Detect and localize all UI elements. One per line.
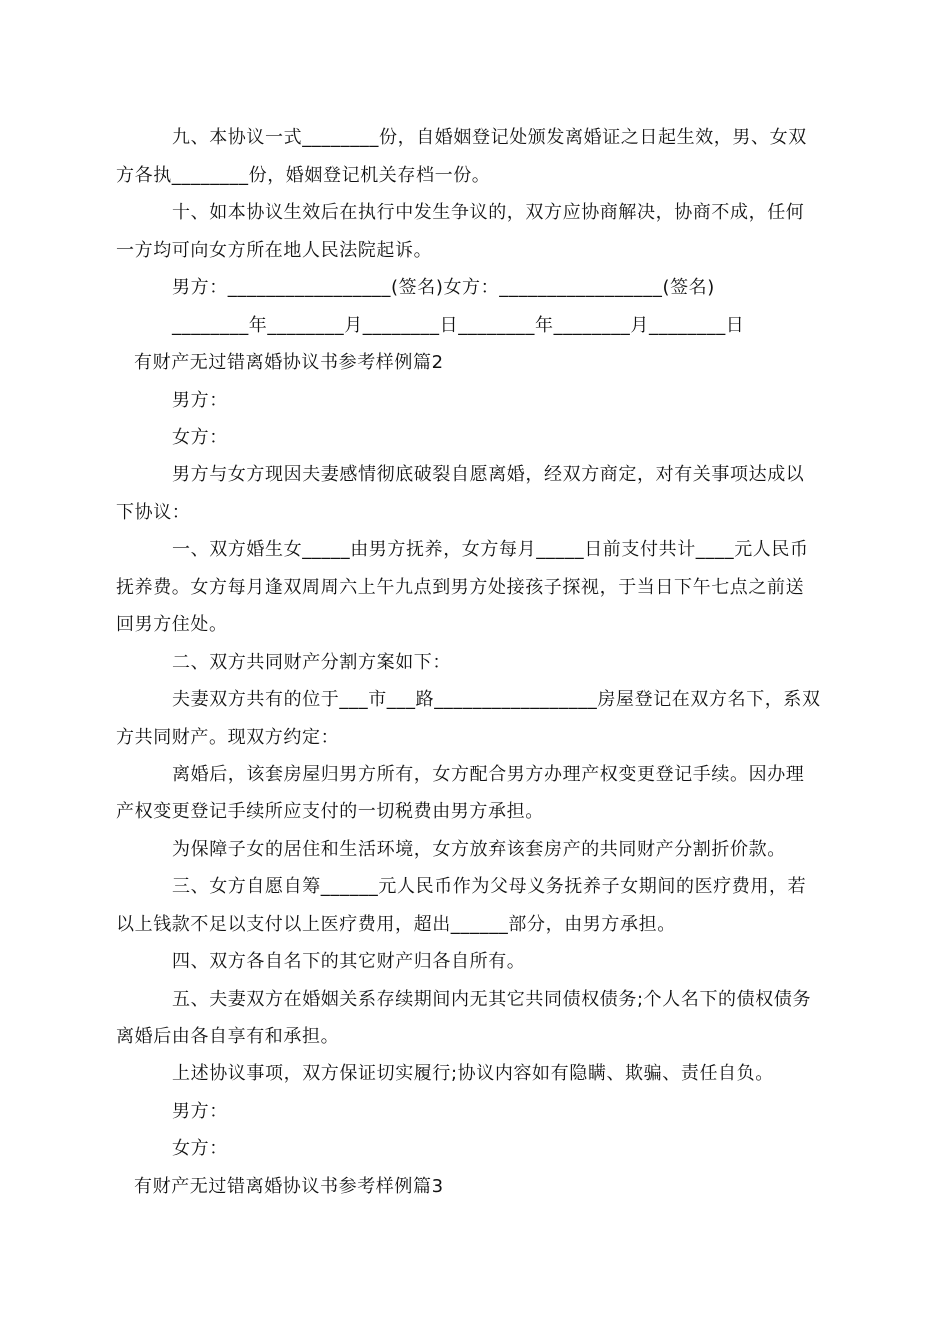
clause-3-line-1: 三、女方自愿自筹______元人民币作为父母义务抚养子女期间的医疗费用，若 [172, 876, 807, 897]
intro-line-1: 男方与女方现因夫妻感情彻底破裂自愿离婚，经双方商定，对有关事项达成以 [172, 464, 805, 485]
clause-2-waiver-line: 为保障子女的居住和生活环境，女方放弃该套房产的共同财产分割折价款。 [172, 839, 786, 860]
clause-2-divorce-line-2: 产权变更登记手续所应支付的一切税费由男方承担。 [116, 801, 544, 822]
clause-2-divorce-line-1: 离婚后，该套房屋归男方所有，女方配合男方办理产权变更登记手续。因办理 [172, 764, 805, 785]
clause-9-line-1: 九、本协议一式________份，自婚姻登记处颁发离婚证之日起生效，男、女双 [172, 127, 807, 148]
clause-1-line-3: 回男方住处。 [116, 614, 228, 635]
husband-label-2: 男方： [172, 1101, 228, 1122]
date-line: ________年________月________日________年________月________日 [172, 315, 745, 336]
clause-10-line-1: 十、如本协议生效后在执行中发生争议的，双方应协商解决，协商不成，任何 [172, 202, 805, 223]
husband-label: 男方： [172, 390, 228, 411]
clause-10-line-2: 一方均可向女方所在地人民法院起诉。 [116, 240, 433, 261]
clause-2-heading: 二、双方共同财产分割方案如下： [172, 652, 451, 673]
wife-label-2: 女方： [172, 1138, 228, 1159]
section-heading-3: 有财产无过错离婚协议书参考样例篇3 [134, 1176, 444, 1197]
clause-9-line-2: 方各执________份，婚姻登记机关存档一份。 [116, 165, 491, 186]
clause-3-line-2: 以上钱款不足以支付以上医疗费用，超出______部分，由男方承担。 [116, 914, 676, 935]
guarantee-line: 上述协议事项，双方保证切实履行;协议内容如有隐瞒、欺骗、责任自负。 [172, 1063, 774, 1084]
section-heading-2: 有财产无过错离婚协议书参考样例篇2 [134, 352, 444, 373]
signature-line: 男方：_________________(签名)女方：_________________(签名) [172, 277, 715, 298]
intro-line-2: 下协议： [116, 502, 191, 523]
clause-5-line-2: 离婚后由各自享有和承担。 [116, 1026, 340, 1047]
wife-label: 女方： [172, 427, 228, 448]
clause-2-property-line-2: 方共同财产。现双方约定： [116, 727, 340, 748]
clause-2-property-line-1: 夫妻双方共有的位于___市___路_________________房屋登记在双方名下，系双 [172, 689, 821, 710]
clause-5-line-1: 五、夫妻双方在婚姻关系存续期间内无其它共同债权债务;个人名下的债权债务 [172, 989, 812, 1010]
clause-1-line-2: 抚养费。女方每月逢双周周六上午九点到男方处接孩子探视，于当日下午七点之前送 [116, 577, 805, 598]
clause-4-line: 四、双方各自名下的其它财产归各自所有。 [172, 951, 526, 972]
clause-1-line-1: 一、双方婚生女_____由男方抚养，女方每月_____日前支付共计____元人民币 [172, 539, 809, 560]
